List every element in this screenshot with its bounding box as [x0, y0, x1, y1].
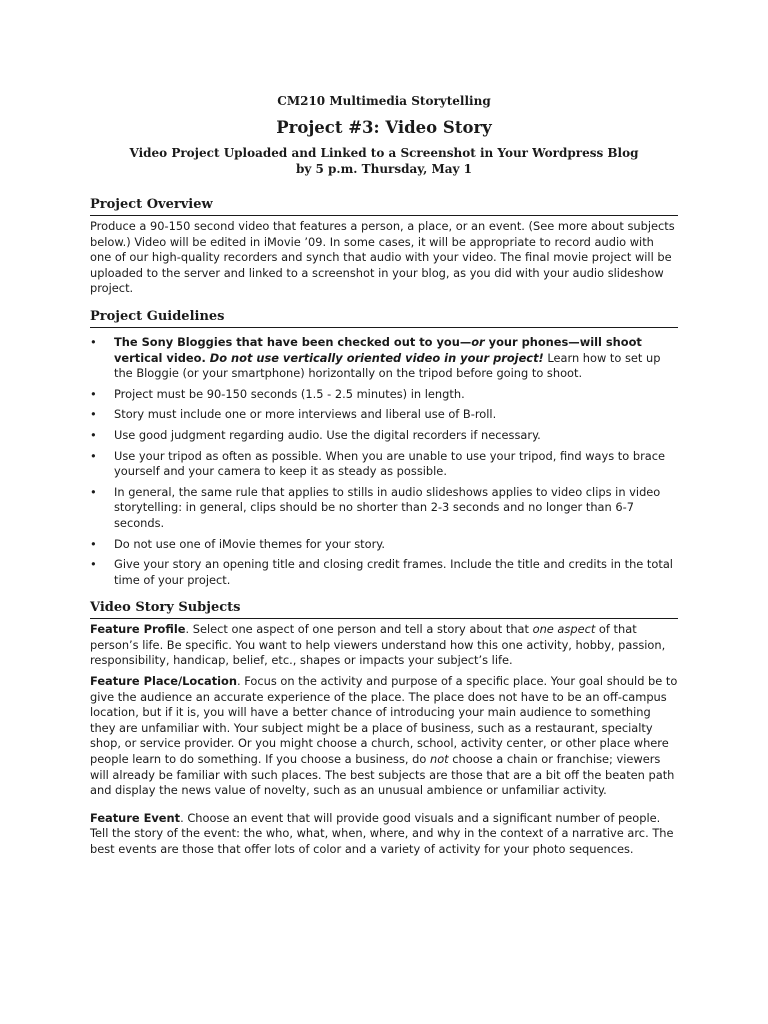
bullet-marker: •	[90, 484, 97, 499]
bullet-marker: •	[90, 386, 97, 401]
guideline-bold-text: The Sony Bloggies that have been checked out to you—	[114, 334, 472, 349]
subject-text: . Focus on the activity and purpose of a specific place. Your goal should be to give the audience an accurate experience of the place. The place does not have to be an off-campus location, but if it is, you will have a better chance of introducing your main audience to something they are unfamiliar with. Your subject might be a place of business, such as a restaurant, specialty shop, or service provider. Or you might choose a church, school, activity center, or other place where people learn to do something. If you choose a business, do	[90, 674, 678, 767]
guideline-text: Project must be 90-150 seconds (1.5 - 2.5 minutes) in length.	[114, 386, 465, 401]
section-heading-guidelines: Project Guidelines	[90, 309, 678, 328]
guideline-item	[90, 537, 678, 553]
due-date-line: by 5 p.m. Thursday, May 1	[295, 162, 473, 176]
guideline-item	[90, 428, 678, 444]
overview-paragraph: Produce a 90-150 second video that features a person, a place, or an event. (See more about subjects below.) Video will be edited in iMovie ’09. In some cases, it will be appropriate to record audio with one of our high-quality recorders and synch that audio with your video. The final movie project will be uploaded to the server and linked to a screenshot in your blog, as you did with your audio slideshow project.	[90, 219, 675, 296]
guideline-item	[90, 557, 678, 588]
subject-profile	[90, 622, 678, 669]
guidelines-list	[90, 335, 678, 588]
subject-emphasis: one aspect	[532, 622, 596, 637]
guideline-item	[90, 485, 678, 532]
guideline-text: In general, the same rule that applies to stills in audio slideshows applies to video clips in video storytelling: in general, clips should be no shorter than 2-3 seconds and no longer than 6-7 seconds.	[114, 484, 661, 530]
subject-text: choose a chain or franchise; viewers will already be familiar with such places. The best subjects are those that are a bit off the beaten path and display the news value of novelty, such as an unusual ambience or unfamiliar activity.	[90, 752, 675, 798]
bullet-marker: •	[90, 334, 97, 349]
section-heading-overview: Project Overview	[90, 197, 678, 216]
subject-place	[90, 674, 678, 799]
bullet-marker: •	[90, 407, 97, 422]
subject-text: . Choose an event that will provide good visuals and a significant number of people. Tell the story of the event: the who, what, when, where, and why in the context of a narrative arc. The best events are those that offer lots of color and a variety of activity for your photo sequences.	[90, 810, 674, 856]
bullet-marker: •	[90, 557, 97, 572]
subject-emphasis: not	[429, 752, 449, 767]
document-page	[90, 88, 678, 858]
subject-label: Feature Profile	[90, 622, 186, 637]
project-title: Project #3: Video Story	[276, 118, 492, 137]
section-heading-subjects: Video Story Subjects	[90, 600, 678, 619]
guideline-bold-italic: or	[471, 334, 485, 349]
bullet-marker: •	[90, 536, 97, 551]
guideline-text: Story must include one or more interviews and liberal use of B-roll.	[114, 407, 497, 422]
guideline-bold-text-2: your phones—will shoot vertical video.	[114, 334, 642, 365]
deliverable-line: Video Project Uploaded and Linked to a Screenshot in Your Wordpress Blog	[129, 146, 639, 160]
guideline-warning: Do not use vertically oriented video in your project!	[209, 350, 544, 365]
guideline-text: Use good judgment regarding audio. Use the digital recorders if necessary.	[114, 427, 541, 442]
guideline-item	[90, 407, 678, 423]
guideline-item	[90, 387, 678, 403]
guideline-text: Use your tripod as often as possible. When you are unable to use your tripod, find ways to brace yourself and your camera to keep it as steady as possible.	[114, 448, 666, 479]
subject-label: Feature Place/Location	[90, 674, 237, 689]
guideline-item	[90, 449, 678, 480]
bullet-marker: •	[90, 448, 97, 463]
guideline-item	[90, 335, 678, 382]
subject-text: of that person’s life. Be specific. You want to help viewers understand how this one activity, hobby, passion, responsibility, handicap, belief, etc., shapes or impacts your subject’s life.	[90, 622, 666, 668]
guideline-text: Do not use one of iMovie themes for your story.	[114, 536, 385, 551]
course-name: CM210 Multimedia Storytelling	[277, 94, 491, 108]
bullet-marker: •	[90, 427, 97, 442]
subject-text: . Select one aspect of one person and tell a story about that	[185, 622, 533, 637]
subject-event	[90, 811, 678, 858]
guideline-text: Give your story an opening title and closing credit frames. Include the title and credits in the total time of your project.	[114, 557, 673, 587]
subject-label: Feature Event	[90, 810, 181, 825]
guideline-text: Learn how to set up the Bloggie (or your smartphone) horizontally on the tripod before going to shoot.	[114, 350, 661, 381]
